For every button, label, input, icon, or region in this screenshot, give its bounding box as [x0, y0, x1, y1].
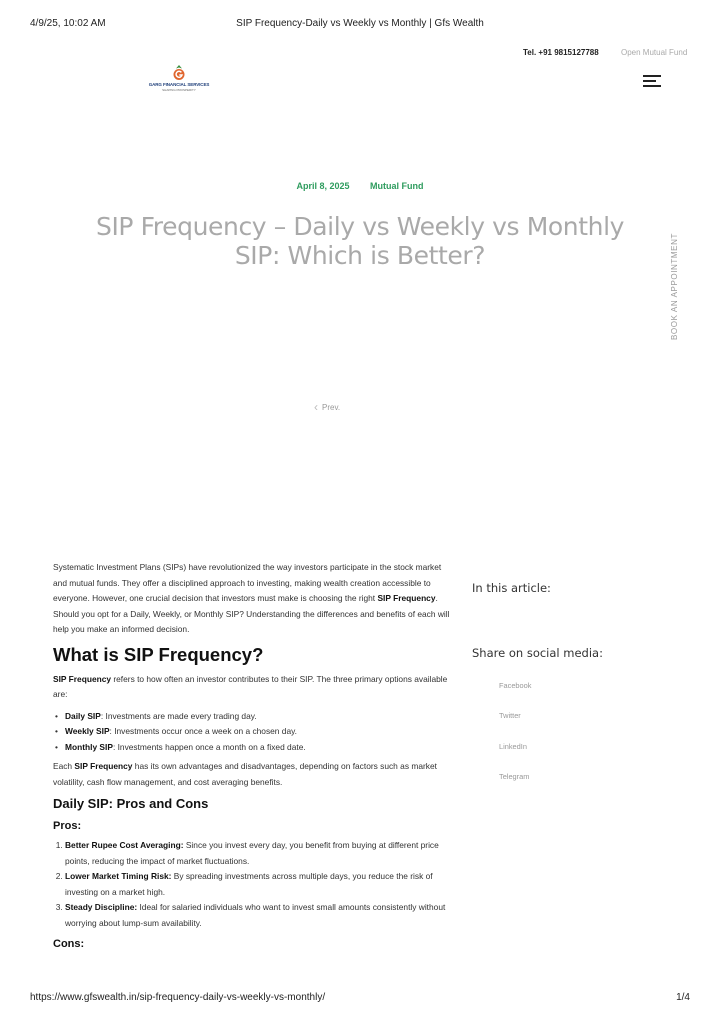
share-telegram-link[interactable]: Telegram	[499, 772, 530, 781]
list-item: 2. Lower Market Timing Risk: By spreading investments across multiple days, you reduce the risk of investing on a market high.	[65, 869, 455, 900]
prev-label: Prev.	[322, 403, 341, 412]
list-item: • Weekly SIP: Investments occur once a week on a chosen day.	[53, 724, 455, 740]
share-facebook-link[interactable]: Facebook	[499, 681, 532, 690]
heading-what-is-sip-frequency: What is SIP Frequency?	[53, 643, 264, 665]
book-appointment-tab[interactable]: BOOK AN APPOINTMENT	[670, 233, 679, 340]
print-page-number: 1/4	[676, 992, 690, 1003]
logo-tagline: SHAPING PROSPERITY	[162, 88, 196, 92]
list-item: 1. Better Rupee Cost Averaging: Since you invest every day, you benefit from buying at different price points, reducing the impact of market fluctuations.	[65, 838, 455, 869]
post-title: SIP Frequency – Daily vs Weekly vs Monthly SIP: Which is Better?	[95, 212, 625, 270]
print-url: https://www.gfswealth.in/sip-frequency-daily-vs-weekly-vs-monthly/	[30, 992, 326, 1003]
print-header	[30, 18, 690, 32]
print-footer	[30, 992, 690, 1006]
post-meta	[0, 181, 720, 191]
share-twitter-link[interactable]: Twitter	[499, 711, 521, 720]
heading-cons: Cons:	[53, 938, 85, 950]
menu-icon[interactable]	[643, 75, 661, 87]
share-linkedin-link[interactable]: LinkedIn	[499, 742, 527, 751]
list-item: • Monthly SIP: Investments happen once a month on a fixed date.	[53, 740, 455, 756]
each-frequency-paragraph: Each SIP Frequency has its own advantages and disadvantages, depending on factors such as market volatility, cash flow management, and cost averaging benefits.	[53, 761, 437, 787]
open-mutual-fund-link[interactable]: Open Mutual Fund	[621, 48, 688, 57]
share-heading: Share on social media:	[472, 646, 603, 660]
toc-heading: In this article:	[472, 581, 551, 595]
chevron-left-icon: ‹	[314, 400, 318, 414]
post-date: April 8, 2025	[296, 181, 350, 191]
site-logo[interactable]	[148, 64, 210, 94]
frequency-options-list	[53, 709, 455, 756]
print-document-title: SIP Frequency-Daily vs Weekly vs Monthly | Gfs Wealth	[236, 18, 484, 29]
print-datetime: 4/9/25, 10:02 AM	[30, 18, 106, 29]
phone-link[interactable]: Tel. +91 9815127788	[523, 48, 599, 57]
list-item: 3. Steady Discipline: Ideal for salaried individuals who want to invest small amounts consistently without worrying about lump-sum availability.	[65, 900, 455, 931]
logo-mark-icon	[170, 64, 188, 82]
article-body	[53, 560, 455, 956]
heading-daily-sip: Daily SIP: Pros and Cons	[53, 796, 209, 811]
heading-pros: Pros:	[53, 820, 82, 832]
site-topbar	[0, 48, 720, 60]
list-item: • Daily SIP: Investments are made every trading day.	[53, 709, 455, 725]
logo-wordmark: GARG FINANCIAL SERVICES	[148, 82, 210, 87]
intro-paragraph: Systematic Investment Plans (SIPs) have revolutionized the way investors participate in the stock market and mutual funds. They offer a disciplined approach to investing, making wealth creation accessible to everyone. However, one crucial decision that investors must make is choosing the right SIP Frequency. Should you opt for a Daily, Weekly, or Monthly SIP? Understanding the differences and benefits of each will help you make an informed decision.	[53, 562, 450, 634]
definition-paragraph: SIP Frequency refers to how often an investor contributes to their SIP. The three primary options available are:	[53, 673, 448, 699]
post-category-link[interactable]: Mutual Fund	[370, 181, 424, 191]
pros-list	[53, 838, 455, 931]
prev-post-link[interactable]	[314, 400, 340, 414]
